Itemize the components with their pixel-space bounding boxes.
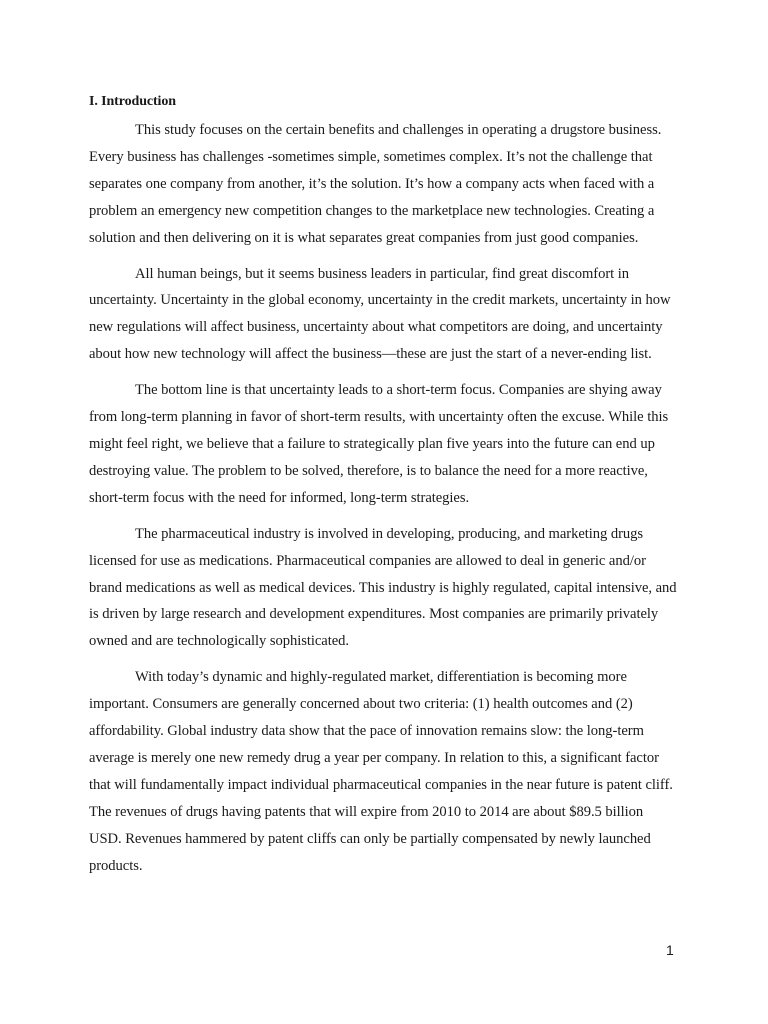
section-heading: I. Introduction bbox=[89, 94, 176, 109]
paragraph-1: This study focuses on the certain benefits and challenges in operating a drugstore business. Every business has challenges -sometimes simple, sometimes complex. It’s not the challenge that separates one company from another, it’s the solution. It’s how a company acts when faced with a problem an emergency new competition changes to the marketplace new technologies. Creating a solution and then delivering on it is what separates great companies from just good companies. bbox=[89, 122, 662, 246]
page-content bbox=[89, 88, 679, 888]
page-number: 1 bbox=[666, 942, 674, 958]
paragraph-5: With today’s dynamic and highly-regulated market, differentiation is becoming more important. Consumers are generally concerned about two criteria: (1) health outcomes and (2) affordability. Global industry data show that the pace of innovation remains slow: the long-term average is merely one new remedy drug a year per company. In relation to this, a significant factor that will fundamentally impact individual pharmaceutical companies in the near future is patent cliff. The revenues of drugs having patents that will expire from 2010 to 2014 are about $89.5 billion USD. Revenues hammered by patent cliffs can only be partially compensated by newly launched products. bbox=[89, 669, 673, 874]
paragraph-2: All human beings, but it seems business leaders in particular, find great discomfort in uncertainty. Uncertainty in the global economy, uncertainty in the credit markets, uncertainty in how new regulations will affect business, uncertainty about what competitors are doing, and uncertainty about how new technology will affect the business—these are just the start of a never-ending list. bbox=[89, 265, 671, 363]
paragraph-3: The bottom line is that uncertainty leads to a short-term focus. Companies are shying away from long-term planning in favor of short-term results, with uncertainty often the excuse. While this might feel right, we believe that a failure to strategically plan five years into the future can end up destroying value. The problem to be solved, therefore, is to balance the need for a more reactive, short-term focus with the need for informed, long-term strategies. bbox=[89, 382, 669, 506]
paragraph-4: The pharmaceutical industry is involved in developing, producing, and marketing drugs licensed for use as medications. Pharmaceutical companies are allowed to deal in generic and/or brand medications as well as medical devices. This industry is highly regulated, capital intensive, and is driven by large research and development expenditures. Most companies are primarily privately owned and are technologically sophisticated. bbox=[89, 525, 677, 650]
